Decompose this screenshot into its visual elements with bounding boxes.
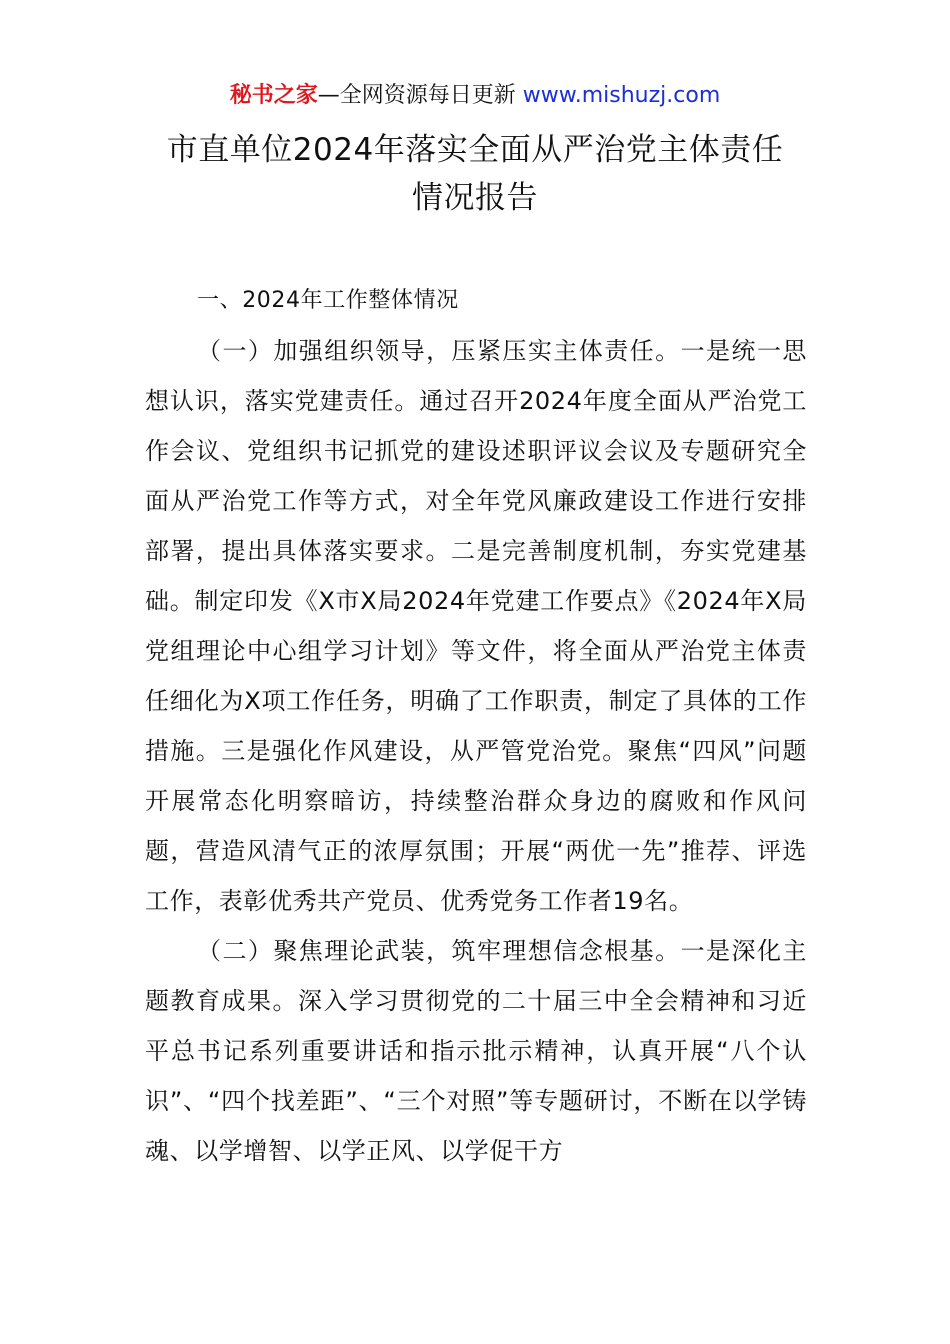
site-slogan: —全网资源每日更新: [317, 83, 516, 108]
document-title-line-1: 市直单位2024年落实全面从严治党主体责任: [166, 132, 784, 168]
document-title-line-2: 情况报告: [412, 180, 538, 216]
document-title: [0, 126, 950, 222]
site-name: 秘书之家: [229, 83, 318, 108]
site-banner: [0, 80, 950, 112]
section-heading: 一、2024年工作整体情况: [197, 288, 459, 313]
paragraph-1: （一）加强组织领导，压紧压实主体责任。一是统一思想认识，落实党建责任。通过召开2024年度全面从严治党工作会议、党组织书记抓党的建设述职评议会议及专题研究全面从严治党工作等方式，对全年党风廉政建设工作进行安排部署，提出具体落实要求。二是完善制度机制，夯实党建基础。制定印发《X市X局2024年党建工作要点》《2024年X局党组理论中心组学习计划》等文件，将全面从严治党主体责任细化为X项工作任务，明确了工作职责，制定了具体的工作措施。三是强化作风建设，从严管党治党。聚焦“四风”问题开展常态化明察暗访，持续整治群众身边的腐败和作风问题，营造风清气正的浓厚氛围；开展“两优一先”推荐、评选工作，表彰优秀共产党员、优秀党务工作者19名。: [145, 337, 807, 915]
site-url-link[interactable]: www.mishuzj.com: [522, 83, 721, 108]
paragraph-2: （二）聚焦理论武装，筑牢理想信念根基。一是深化主题教育成果。深入学习贯彻党的二十届三中全会精神和习近平总书记系列重要讲话和指示批示精神，认真开展“八个认识”、“四个找差距”、“三个对照”等专题研讨，不断在以学铸魂、以学增智、以学正风、以学促干方: [145, 937, 807, 1165]
document-body: [145, 276, 807, 1176]
